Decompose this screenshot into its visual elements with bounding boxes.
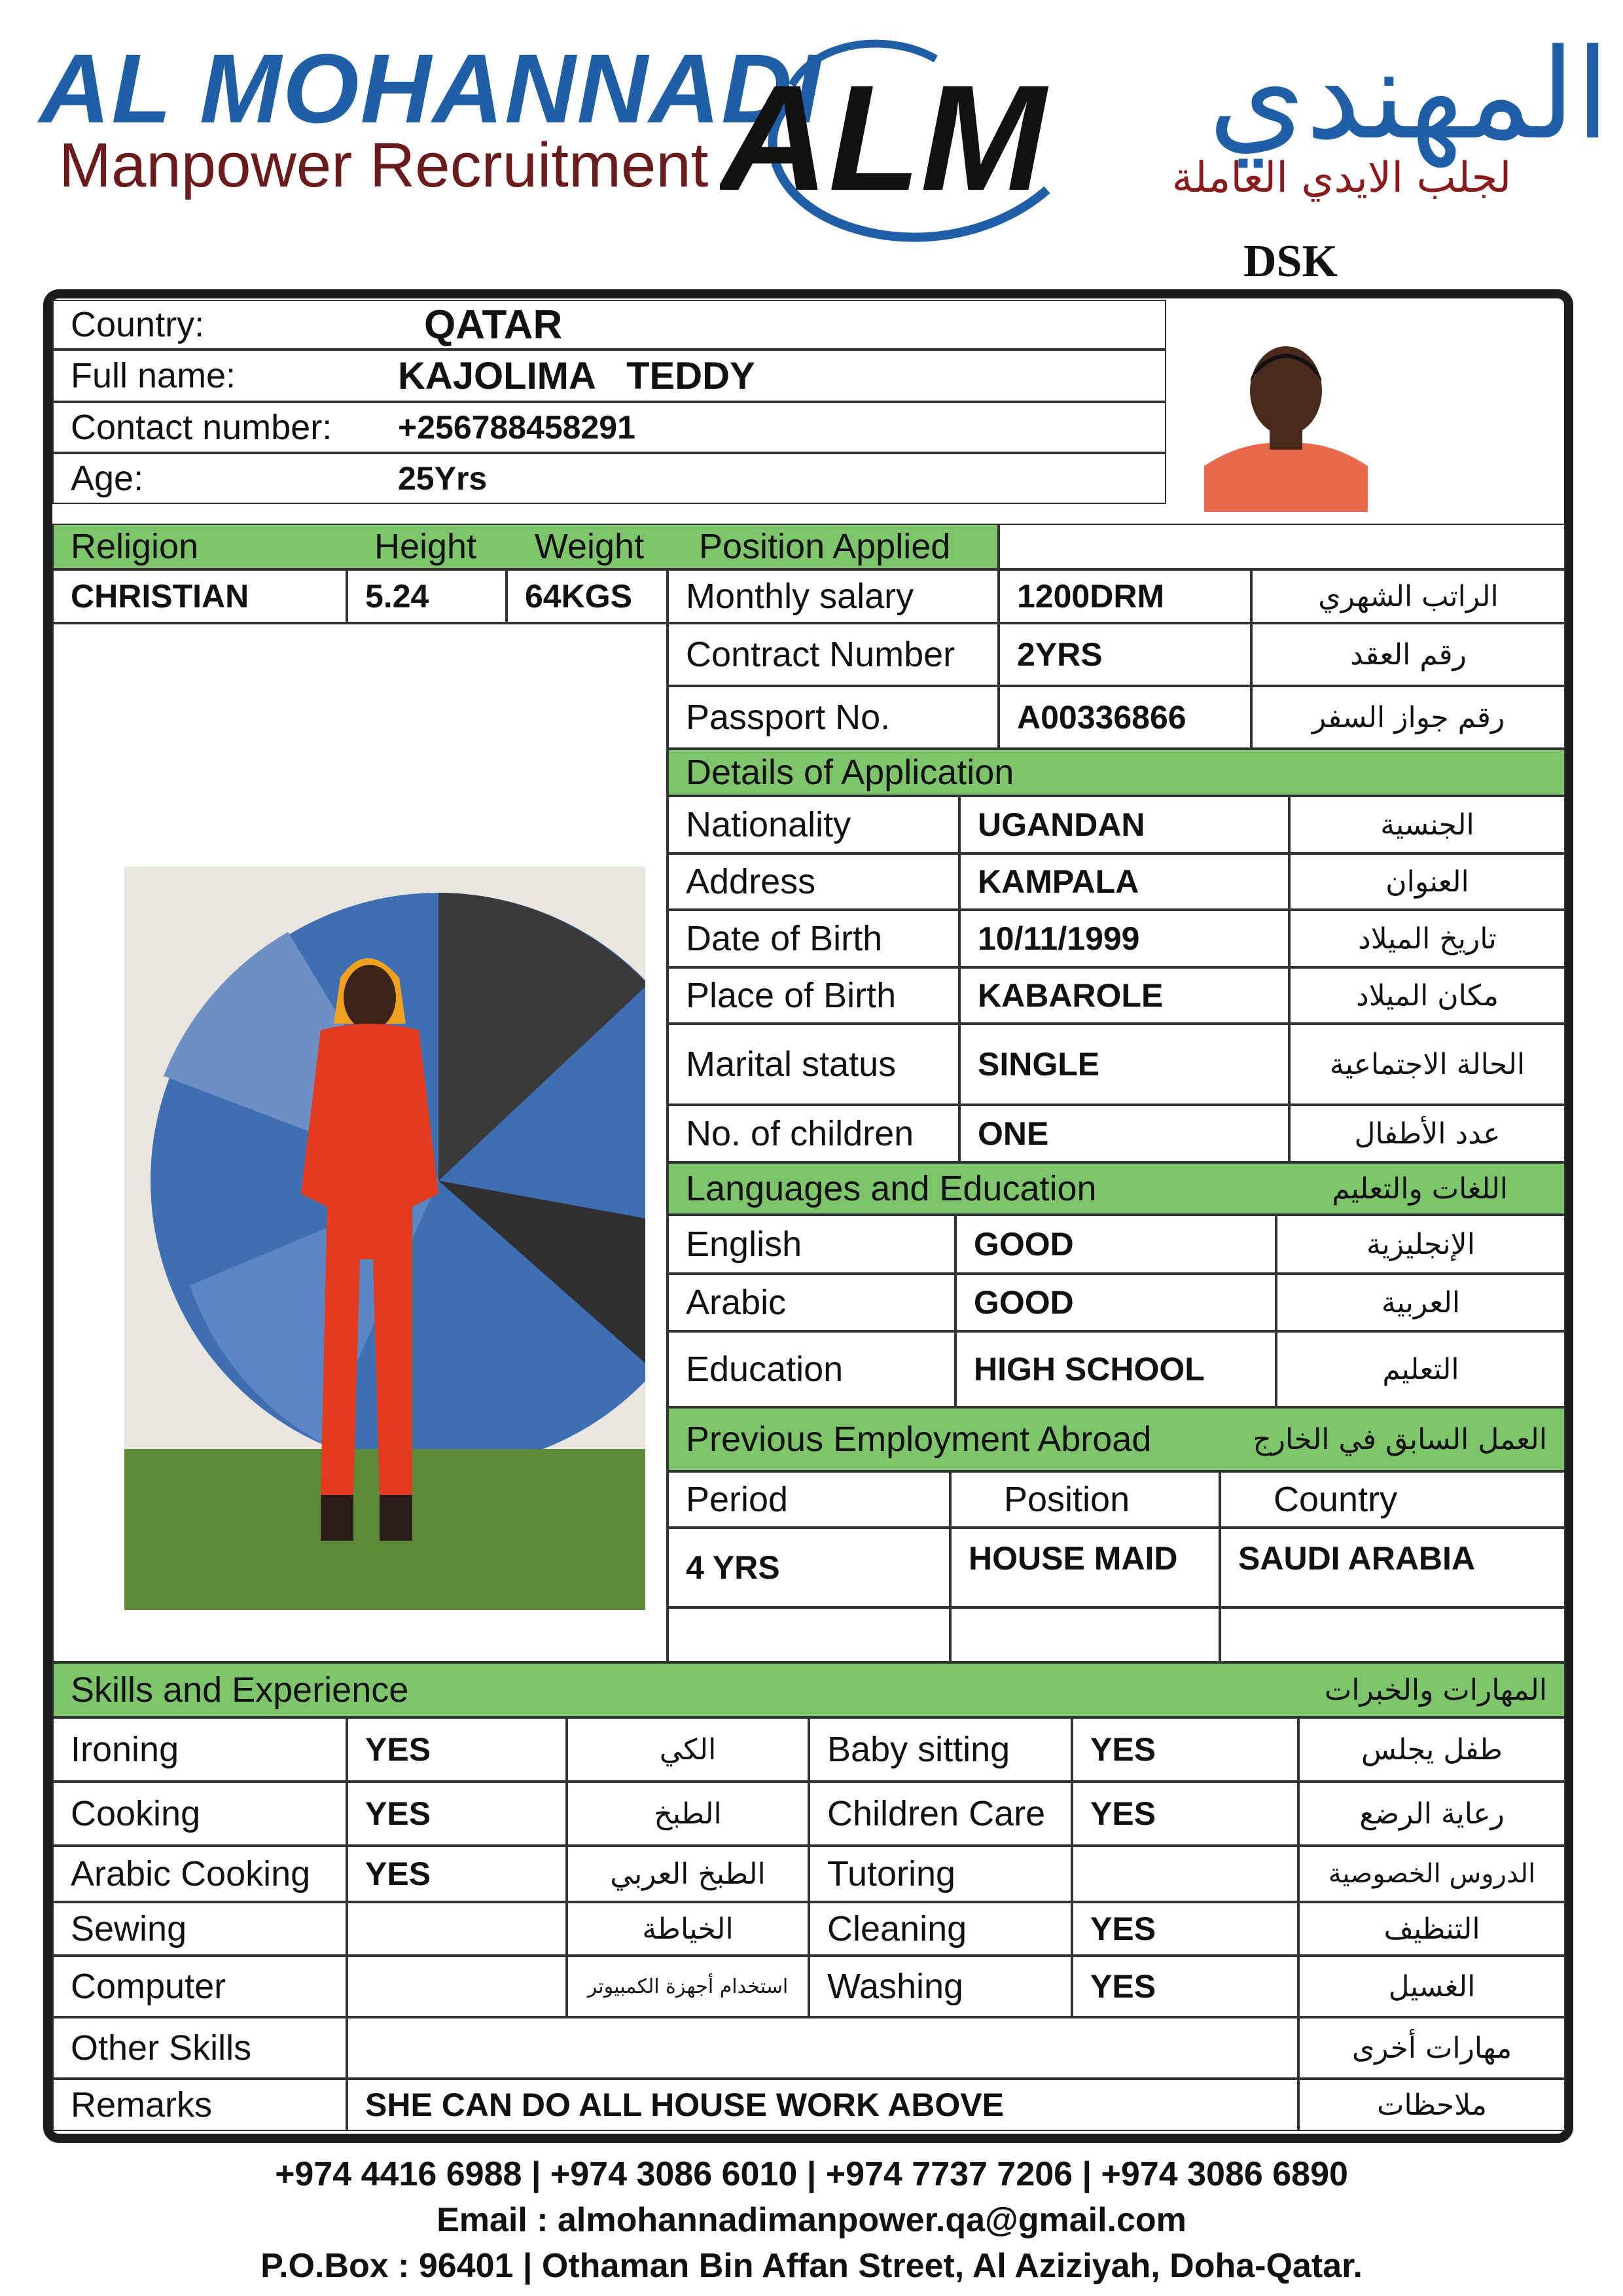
- education-value: HIGH SCHOOL: [955, 1331, 1276, 1407]
- brand-subtitle-arabic: لجلب الايدي العاملة: [1171, 154, 1512, 202]
- marital-value: SINGLE: [959, 1024, 1289, 1105]
- period-header: Period: [668, 1471, 950, 1528]
- skill-computer-arabic: استخدام أجهزة الكمبيوتر: [567, 1956, 809, 2017]
- salary-label-arabic: الراتب الشهري: [1251, 569, 1565, 623]
- skill-computer-label: Computer: [52, 1956, 347, 2017]
- skill-babysitting-label: Baby sitting: [809, 1717, 1072, 1782]
- age-label: Age:: [71, 459, 144, 498]
- employment-section-title: [668, 1407, 1565, 1471]
- skill-cleaning-value: YES: [1072, 1902, 1298, 1956]
- skill-tutoring-value: [1072, 1846, 1298, 1902]
- other-skills-arabic: مهارات أخرى: [1298, 2017, 1565, 2079]
- remarks-arabic: ملاحظات: [1298, 2079, 1565, 2131]
- passport-label-arabic: رقم جواز السفر: [1251, 686, 1565, 749]
- children-label: No. of children: [668, 1105, 959, 1162]
- weight-label: Weight: [535, 527, 645, 566]
- education-label-arabic: التعليم: [1276, 1331, 1565, 1407]
- skill-arabiccooking-value: YES: [347, 1846, 567, 1902]
- contact-row: [52, 402, 1166, 453]
- brand-name-arabic: المهندي: [1208, 22, 1610, 167]
- marital-label: Marital status: [668, 1024, 959, 1105]
- pob-label-arabic: مكان الميلاد: [1289, 967, 1565, 1024]
- logo-text: ALM: [720, 54, 1046, 222]
- contract-label-arabic: رقم العقد: [1251, 623, 1565, 686]
- portrait-photo: [1204, 335, 1368, 512]
- country-value: QATAR: [424, 302, 563, 348]
- skill-computer-value: [347, 1956, 567, 2017]
- salary-value: 1200DRM: [999, 569, 1251, 623]
- children-label-arabic: عدد الأطفال: [1289, 1105, 1565, 1162]
- age-value: 25Yrs: [398, 460, 488, 497]
- languages-title: Languages and Education: [686, 1169, 1097, 1208]
- nationality-value: UGANDAN: [959, 796, 1289, 853]
- weight-value: 64KGS: [507, 569, 668, 623]
- education-label: Education: [668, 1331, 955, 1407]
- skill-washing-label: Washing: [809, 1956, 1072, 2017]
- remarks-label: Remarks: [52, 2079, 347, 2131]
- skill-sewing-value: [347, 1902, 567, 1956]
- skill-ironing-label: Ironing: [52, 1717, 347, 1782]
- position-header: Position: [950, 1471, 1220, 1528]
- english-label: English: [668, 1215, 955, 1274]
- country-label: Country:: [71, 305, 205, 344]
- skill-tutoring-arabic: الدروس الخصوصية: [1298, 1846, 1565, 1902]
- skill-ironing-arabic: الكي: [567, 1717, 809, 1782]
- height-label: Height: [374, 527, 477, 566]
- skills-title: Skills and Experience: [71, 1670, 409, 1710]
- other-skills-value: [347, 2017, 1298, 2079]
- skill-cooking-arabic: الطبخ: [567, 1782, 809, 1846]
- contact-label: Contact number:: [71, 408, 332, 447]
- employment-period: 4 YRS: [668, 1528, 950, 1607]
- contact-value: +256788458291: [398, 409, 635, 446]
- details-section-title: Details of Application: [668, 749, 1565, 796]
- contract-value: 2YRS: [999, 623, 1251, 686]
- height-value: 5.24: [347, 569, 507, 623]
- languages-section-title: [668, 1162, 1565, 1215]
- physical-header-row: [52, 524, 999, 569]
- passport-label: Passport No.: [668, 686, 999, 749]
- position-applied-value: [999, 524, 1565, 569]
- age-row: [52, 453, 1166, 504]
- english-value: GOOD: [955, 1215, 1276, 1274]
- nationality-label: Nationality: [668, 796, 959, 853]
- skills-section-title: [52, 1662, 1565, 1717]
- skill-tutoring-label: Tutoring: [809, 1846, 1072, 1902]
- skill-ironing-value: YES: [347, 1717, 567, 1782]
- name-row: [52, 350, 1166, 402]
- skill-arabiccooking-arabic: الطبخ العربي: [567, 1846, 809, 1902]
- skill-washing-arabic: الغسيل: [1298, 1956, 1565, 2017]
- name-label: Full name:: [71, 356, 236, 395]
- languages-title-arabic: اللغات والتعليم: [1332, 1172, 1508, 1206]
- address-label-arabic: العنوان: [1289, 853, 1565, 910]
- employment-empty-cell: [1220, 1607, 1565, 1662]
- employment-empty-cell: [668, 1607, 950, 1662]
- dob-value: 10/11/1999: [959, 910, 1289, 967]
- pob-label: Place of Birth: [668, 967, 959, 1024]
- skill-cooking-value: YES: [347, 1782, 567, 1846]
- position-applied-label: Position Applied: [699, 527, 951, 566]
- skill-babysitting-value: YES: [1072, 1717, 1298, 1782]
- employment-empty-cell: [950, 1607, 1220, 1662]
- agency-code: DSK: [1243, 236, 1338, 287]
- skill-washing-value: YES: [1072, 1956, 1298, 2017]
- skill-childrencare-value: YES: [1072, 1782, 1298, 1846]
- alm-logo-icon: [720, 26, 1060, 262]
- contract-label: Contract Number: [668, 623, 999, 686]
- skill-childrencare-label: Children Care: [809, 1782, 1072, 1846]
- skill-cleaning-label: Cleaning: [809, 1902, 1072, 1956]
- employment-title-arabic: العمل السابق في الخارج: [1253, 1422, 1547, 1456]
- employment-country: SAUDI ARABIA: [1220, 1528, 1565, 1607]
- full-body-photo: [124, 867, 645, 1610]
- country-row: [52, 300, 1166, 350]
- skill-arabiccooking-label: Arabic Cooking: [52, 1846, 347, 1902]
- name-value: KAJOLIMA TEDDY: [398, 354, 755, 397]
- nationality-label-arabic: الجنسية: [1289, 796, 1565, 853]
- pob-value: KABAROLE: [959, 967, 1289, 1024]
- skill-cooking-label: Cooking: [52, 1782, 347, 1846]
- arabic-label-arabic: العربية: [1276, 1274, 1565, 1331]
- salary-label: Monthly salary: [668, 569, 999, 623]
- address-value: KAMPALA: [959, 853, 1289, 910]
- brand-name: AL MOHANNADI: [39, 33, 823, 143]
- employment-title: Previous Employment Abroad: [686, 1420, 1152, 1459]
- brand-subtitle: Manpower Recruitment: [59, 130, 709, 200]
- english-label-arabic: الإنجليزية: [1276, 1215, 1565, 1274]
- dob-label-arabic: تاريخ الميلاد: [1289, 910, 1565, 967]
- religion-value: CHRISTIAN: [52, 569, 347, 623]
- children-value: ONE: [959, 1105, 1289, 1162]
- marital-label-arabic: الحالة الاجتماعية: [1289, 1024, 1565, 1105]
- address-label: Address: [668, 853, 959, 910]
- skill-childrencare-arabic: رعاية الرضع: [1298, 1782, 1565, 1846]
- skill-sewing-label: Sewing: [52, 1902, 347, 1956]
- skill-babysitting-arabic: طفل يجلس: [1298, 1717, 1565, 1782]
- dob-label: Date of Birth: [668, 910, 959, 967]
- arabic-value: GOOD: [955, 1274, 1276, 1331]
- footer-address: P.O.Box : 96401 | Othaman Bin Affan Street, Al Aziziyah, Doha-Qatar.: [260, 2247, 1363, 2285]
- country-header: Country: [1220, 1471, 1565, 1528]
- skills-title-arabic: المهارات والخبرات: [1324, 1673, 1547, 1707]
- remarks-value: SHE CAN DO ALL HOUSE WORK ABOVE: [347, 2079, 1298, 2131]
- other-skills-label: Other Skills: [52, 2017, 347, 2079]
- footer-email: Email : almohannadimanpower.qa@gmail.com: [437, 2201, 1186, 2239]
- footer-phones: +974 4416 6988 | +974 3086 6010 | +974 7737 7206 | +974 3086 6890: [275, 2155, 1348, 2193]
- employment-position: HOUSE MAID: [950, 1528, 1220, 1607]
- religion-label: Religion: [71, 527, 199, 566]
- passport-value: A00336866: [999, 686, 1251, 749]
- arabic-label: Arabic: [668, 1274, 955, 1331]
- skill-sewing-arabic: الخياطة: [567, 1902, 809, 1956]
- skill-cleaning-arabic: التنظيف: [1298, 1902, 1565, 1956]
